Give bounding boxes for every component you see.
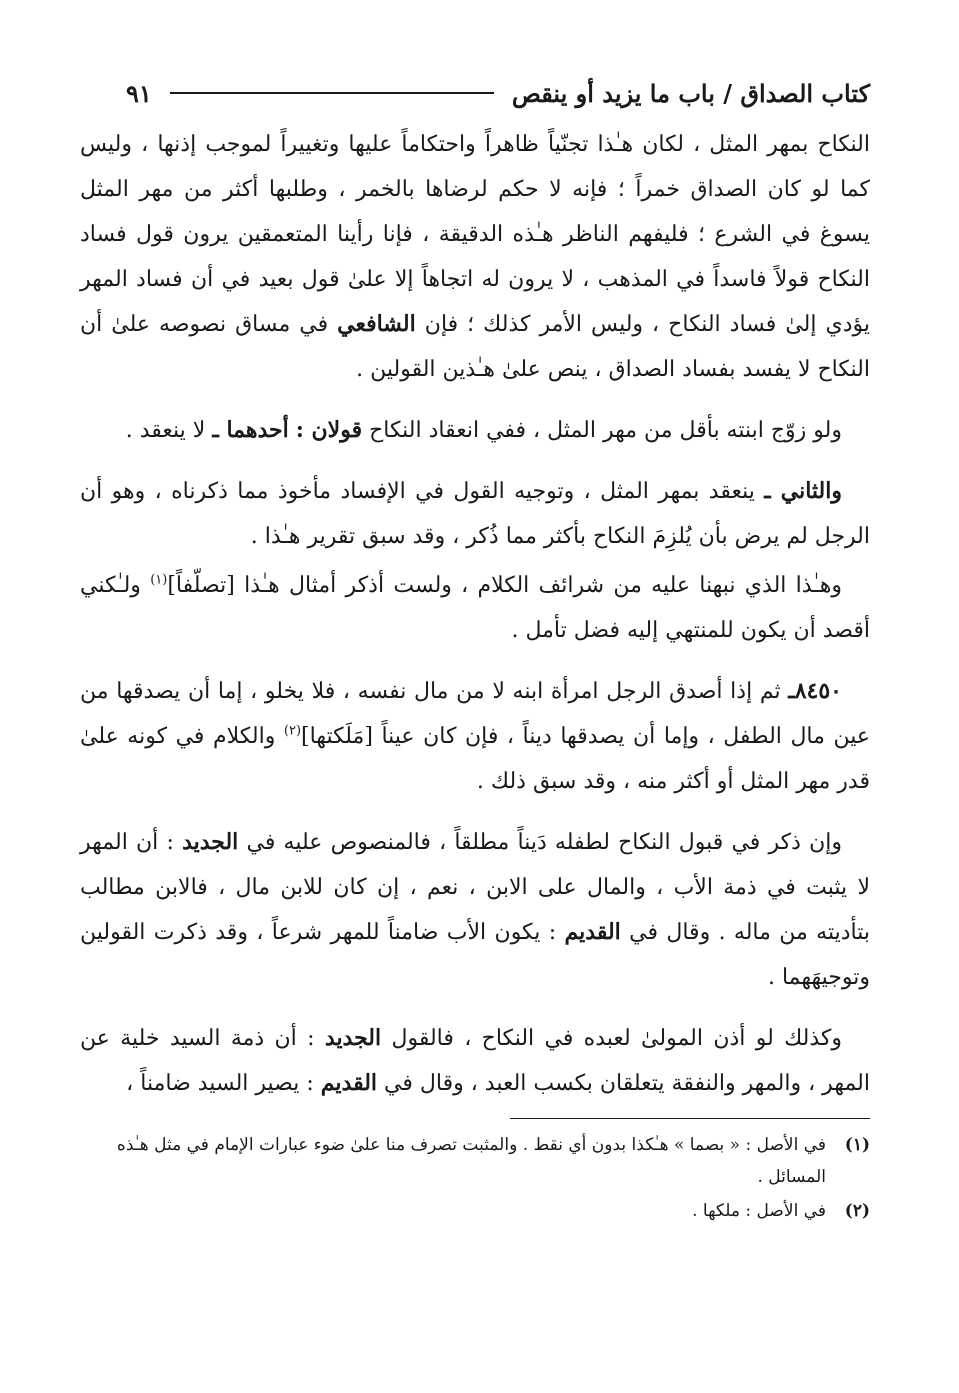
- paragraph-5-text-end: والكلام في كونه علىٰ قدر مهر المثل أو أكثر منه ، وقد سبق ذلك .: [80, 724, 870, 794]
- page-number: ٩١: [126, 78, 152, 108]
- footnote-marker-2[interactable]: (٢): [283, 723, 302, 739]
- paragraph-3: [80, 469, 870, 559]
- footnote-1: [80, 1129, 870, 1193]
- second-view-term: والثاني ـ: [764, 478, 842, 504]
- footnote-separator: [510, 1118, 870, 1119]
- paragraph-7-text: وكذلك لو أذن المولىٰ لعبده في النكاح ، فالقول: [391, 1026, 843, 1051]
- paragraph-7: [80, 1016, 870, 1106]
- section-number: ٨٤٥٠ـ: [788, 678, 842, 704]
- paragraph-1-text-end: في مساق نصوصه علىٰ أن النكاح لا يفسد بفساد الصداق ، ينص علىٰ هـٰذين القولين .: [80, 312, 870, 382]
- paragraph-3-text: ينعقد بمهر المثل ، وتوجيه القول في الإفساد مأخوذ مما ذكرناه ، وهو أن الرجل لم يرض بأن يُلزِمَ النكاح بأكثر مما ذُكر ، وقد سبق تقرير هـٰذا .: [80, 479, 870, 549]
- paragraph-5: [80, 669, 870, 804]
- footnote-1-number: (١): [844, 1135, 870, 1155]
- running-header: [80, 70, 870, 116]
- two-views-term: قولان :: [295, 417, 363, 443]
- paragraph-4: [80, 563, 870, 653]
- main-text: [80, 122, 870, 1106]
- paragraph-4-text-end: ولـٰكني أقصد أن يكون للمنتهي إليه فضل تأمل .: [80, 573, 870, 643]
- paragraph-6-text: وإن ذكر في قبول النكاح لطفله دَيناً مطلقاً ، فالمنصوص عليه في: [246, 830, 842, 855]
- paragraph-4-text: وهـٰذا الذي نبهنا عليه من شرائف الكلام ، ولست أذكر أمثال هـٰذا [تصلّفاً]: [167, 573, 842, 598]
- paragraph-5-text: ثم إذا أصدق الرجل امرأة ابنه لا من مال نفسه ، فلا يخلو ، إما أن يصدقها من عين مال الطفل ، وإما أن يصدقها ديناً ، فإن كان عيناً [مَلَكتها]: [80, 679, 870, 749]
- footnotes: [80, 1129, 870, 1227]
- paragraph-1-text: النكاح بمهر المثل ، لكان هـٰذا تجنّياً ظاهراً واحتكاماً عليها وتغييراً لموجب إذنها ، وليس كما لو كان الصداق خمراً ؛ فإنه لا حكم لرضاها بالخمر ، وطلبها أكثر من مهر المثل يسوغ في الشرع ؛ فليفهم الناظر هـٰذه الدقيقة ، فإنا رأينا المتعمقين يرون قول فساد النكاح قولاً فاسداً في المذهب ، لا يرون له اتجاهاً إلا علىٰ قول بعيد في أن فساد المهر يؤدي إلىٰ فساد النكاح ، وليس الأمر كذلك ؛ فإن: [80, 132, 870, 337]
- footnote-2: [80, 1195, 870, 1227]
- document-page: [80, 70, 870, 1370]
- first-view-term: أحدهما ـ: [212, 417, 289, 443]
- paragraph-2-text-end: لا ينعقد .: [125, 418, 206, 443]
- paragraph-7-text-mid: : أن ذمة السيد خلية عن المهر ، والمهر والنفقة يتعلقان بكسب العبد ، وقال في: [80, 1026, 870, 1096]
- footnote-2-number: (٢): [844, 1201, 870, 1221]
- paragraph-7-text-end: : يصير السيد ضامناً ،: [126, 1071, 314, 1096]
- footnote-marker-1[interactable]: (١): [150, 572, 168, 588]
- header-rule: [170, 92, 494, 94]
- footnote-2-text: في الأصل : ملكها .: [692, 1201, 826, 1221]
- paragraph-2: [80, 408, 870, 453]
- header-title: كتاب الصداق / باب ما يزيد أو ينقص: [511, 78, 870, 108]
- paragraph-6-text-end: : يكون الأب ضامناً للمهر شرعاً ، وقد ذكرت القولين وتوجيهَهما .: [80, 920, 870, 990]
- new-school-term-2: الجديد: [324, 1025, 382, 1051]
- paragraph-2-text: ولو زوّج ابنته بأقل من مهر المثل ، ففي انعقاد النكاح: [369, 418, 842, 443]
- old-school-term: القديم: [564, 919, 621, 945]
- old-school-term-2: القديم: [320, 1070, 378, 1096]
- paragraph-1: [80, 122, 870, 392]
- shafii-term: الشافعي: [337, 311, 416, 337]
- new-school-term: الجديد: [182, 829, 239, 855]
- paragraph-6-text-mid: : أن المهر لا يثبت في ذمة الأب ، والمال على الابن ، نعم ، إن كان للابن مال ، فالابن مطالب بتأديته من ماله . وقال في: [80, 830, 871, 945]
- footnote-1-text: في الأصل : « بصما » هـٰكذا بدون أي نقط . والمثبت تصرف منا علىٰ ضوء عبارات الإمام في مثل هـٰذه المسائل .: [116, 1135, 826, 1187]
- paragraph-6: [80, 820, 870, 1000]
